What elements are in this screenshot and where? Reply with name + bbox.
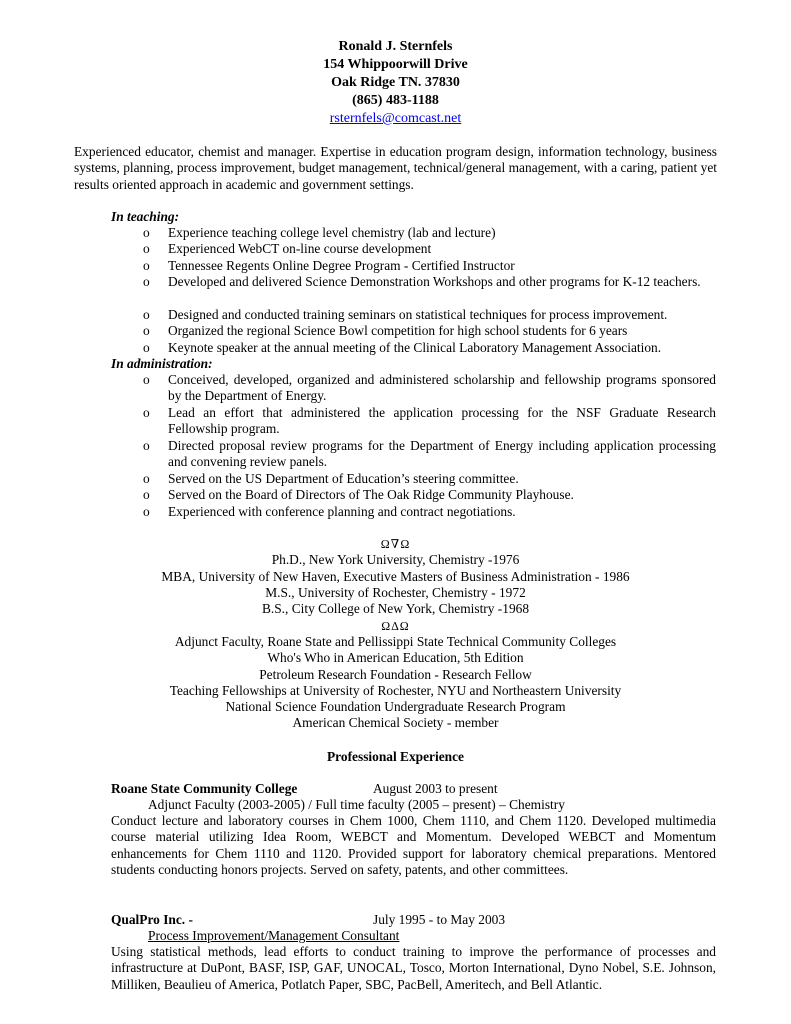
employment-dates: July 1995 - to May 2003 (373, 912, 506, 927)
bullet-icon: o (143, 405, 150, 420)
list-item: o Developed and delivered Science Demonstration Workshops and other programs for K-12 teachers. (143, 274, 701, 289)
bullet-icon: o (143, 241, 150, 256)
bullet-icon: o (143, 504, 150, 519)
administration-heading: In administration: (111, 356, 213, 371)
employment-dates: August 2003 to present (373, 781, 498, 796)
list-item: o Conceived, developed, organized and administered scholarship and fellowship programs sponsored by the Department of Energy. (143, 372, 716, 404)
honor-item: Teaching Fellowships at University of Rochester, NYU and Northeastern University (169, 683, 622, 698)
section-ornament: Ω∆Ω (381, 619, 410, 633)
bullet-icon: o (143, 471, 150, 486)
job-description: Using statistical methods, lead efforts to conduct training to improve the performance of processes and infrastructure at DuPont, BASF, ISP, GAF, UNOCAL, Tosco, Morton International, Dyno Nobel, S.E. Johnson, Milliken, Beaulieu of America, Potlatch Paper, SBC, PacBell, Ameritech, and Bell Atlantic. (111, 944, 716, 992)
city-address: Oak Ridge TN. 37830 (331, 75, 460, 90)
phone-number: (865) 483-1188 (352, 93, 439, 108)
honor-item: American Chemical Society - member (292, 715, 499, 730)
street-address: 154 Whippoorwill Drive (323, 57, 468, 72)
list-item: o Tennessee Regents Online Degree Program - Certified Instructor (143, 258, 515, 273)
summary-paragraph: Experienced educator, chemist and manager. Expertise in education program design, information technology, business systems, planning, process improvement, budget management, technical/general management, with a caring, patient yet results oriented approach in academic and government settings. (74, 144, 717, 192)
honor-item: Adjunct Faculty, Roane State and Pellissippi State Technical Community Colleges (174, 634, 617, 649)
email-row (0, 110, 791, 127)
education-item: MBA, University of New Haven, Executive Masters of Business Administration - 1986 (161, 569, 630, 584)
job-title: Process Improvement/Management Consultant (148, 928, 400, 943)
list-item: o Directed proposal review programs for the Department of Energy including application processing and convening review panels. (143, 438, 716, 470)
section-ornament: Ω∇Ω (380, 537, 411, 551)
applicant-name: Ronald J. Sternfels (338, 39, 453, 54)
employer-name: QualPro Inc. - (111, 912, 193, 927)
job-title: Adjunct Faculty (2003-2005) / Full time faculty (2005 – present) – Chemistry (148, 797, 565, 812)
bullet-icon: o (143, 438, 150, 453)
bullet-icon: o (143, 487, 150, 502)
bullet-icon: o (143, 274, 150, 289)
honor-item: Petroleum Research Foundation - Research Fellow (259, 667, 532, 682)
list-item: o Organized the regional Science Bowl competition for high school students for 6 years (143, 323, 628, 338)
bullet-icon: o (143, 323, 150, 338)
education-item: B.S., City College of New York, Chemistry -1968 (261, 601, 530, 616)
list-item: o Designed and conducted training seminars on statistical techniques for process improvement. (143, 307, 668, 322)
education-item: Ph.D., New York University, Chemistry -1976 (271, 552, 520, 567)
education-item: M.S., University of Rochester, Chemistry - 1972 (265, 585, 526, 600)
bullet-icon: o (143, 340, 150, 355)
list-item: o Served on the US Department of Education’s steering committee. (143, 471, 519, 486)
bullet-icon: o (143, 225, 150, 240)
email-link[interactable]: rsternfels@comcast.net (329, 111, 462, 126)
employer-name: Roane State Community College (111, 781, 298, 796)
honor-item: Who's Who in American Education, 5th Edition (267, 650, 524, 665)
list-item: o Served on the Board of Directors of The Oak Ridge Community Playhouse. (143, 487, 574, 502)
teaching-heading: In teaching: (111, 209, 180, 224)
honor-item: National Science Foundation Undergraduate Research Program (225, 699, 566, 714)
experience-heading: Professional Experience (327, 749, 464, 764)
list-item: o Experienced WebCT on-line course development (143, 241, 432, 256)
bullet-icon: o (143, 307, 150, 322)
list-item: o Experience teaching college level chemistry (lab and lecture) (143, 225, 496, 240)
list-item: o Experienced with conference planning and contract negotiations. (143, 504, 516, 519)
bullet-icon: o (143, 372, 150, 387)
job-description: Conduct lecture and laboratory courses in Chem 1000, Chem 1110, and Chem 1120. Developed multimedia course material utilizing Idea Room, WEBCT and Momentum. Developed WEBCT and Momentum enhancements for Chem 1110 and 1120. Provided support for laboratory chemical preparations. Mentored students conducting honors projects. Served on safety, patents, and other committees. (111, 813, 716, 877)
list-item: o Keynote speaker at the annual meeting of the Clinical Laboratory Management Association. (143, 340, 662, 355)
bullet-icon: o (143, 258, 150, 273)
list-item: o Lead an effort that administered the application processing for the NSF Graduate Research Fellowship program. (143, 405, 716, 437)
